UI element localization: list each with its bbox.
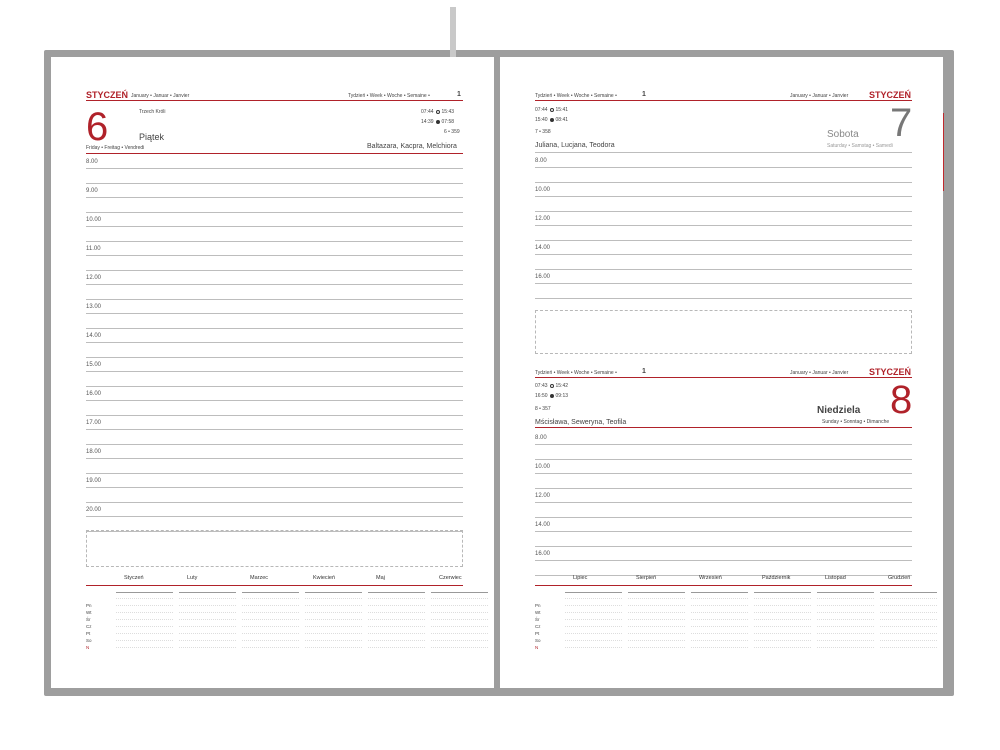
day-rule — [535, 152, 912, 153]
writing-line[interactable] — [86, 197, 463, 198]
hour-label: 15.00 — [86, 362, 102, 368]
hour-label: 10.00 — [86, 217, 102, 223]
month-rule — [116, 592, 173, 593]
date-row — [880, 623, 937, 627]
weekday-abbr: Cz — [535, 624, 541, 629]
writing-line[interactable] — [86, 458, 463, 459]
week-label: Tydzień • Week • Woche • Semaine • — [535, 370, 617, 376]
hour-label: 14.00 — [86, 333, 102, 339]
hour-label: 13.00 — [86, 304, 102, 310]
month-label: Sierpień — [636, 575, 657, 581]
writing-line[interactable] — [86, 516, 463, 517]
date-row — [242, 637, 299, 641]
weekday-abbr: Pn — [86, 603, 92, 608]
date-row — [754, 595, 811, 599]
week-number: 1 — [642, 91, 646, 98]
date-row — [565, 630, 622, 634]
date-row — [754, 602, 811, 606]
month-alt: January • Januar • Janvier — [131, 93, 190, 99]
dotted-notes-area — [86, 530, 463, 567]
date-row — [242, 644, 299, 648]
month-rule — [817, 592, 874, 593]
day-number: 6 — [86, 105, 109, 149]
date-row — [691, 630, 748, 634]
weekday-alt: Friday • Freitag • Vendredi — [86, 145, 145, 151]
date-row — [431, 637, 488, 641]
writing-line[interactable] — [535, 182, 912, 183]
hour-label: 16.00 — [86, 391, 102, 397]
date-row — [179, 595, 236, 599]
date-row — [565, 616, 622, 620]
date-row — [116, 637, 173, 641]
date-row — [116, 630, 173, 634]
date-row — [431, 630, 488, 634]
date-row — [368, 595, 425, 599]
date-row — [691, 637, 748, 641]
date-row — [628, 637, 685, 641]
date-row — [242, 602, 299, 606]
moonrise: 15:40 — [535, 117, 548, 123]
date-row — [368, 616, 425, 620]
date-row — [817, 602, 874, 606]
date-row — [431, 602, 488, 606]
writing-line[interactable] — [535, 240, 912, 241]
date-row — [565, 609, 622, 613]
header-rule — [86, 100, 463, 101]
writing-line[interactable] — [86, 313, 463, 314]
month-label: Maj — [376, 575, 385, 581]
weekday-abbr: So — [535, 638, 541, 643]
date-row — [179, 602, 236, 606]
hour-label: 10.00 — [535, 464, 551, 470]
writing-line[interactable] — [535, 254, 912, 255]
month-alt: January • Januar • Janvier — [790, 93, 849, 99]
hour-label: 12.00 — [535, 493, 551, 499]
moonset: 09:13 — [555, 393, 569, 399]
date-row — [305, 623, 362, 627]
day-number: 8 — [890, 378, 913, 422]
weekday-abbr: Pn — [535, 603, 541, 608]
day-rule — [86, 153, 463, 154]
date-row — [368, 630, 425, 634]
hour-label: 17.00 — [86, 420, 102, 426]
weekday-abbr: Pt — [86, 631, 91, 636]
sunset: 15:42 — [555, 383, 569, 389]
date-row — [116, 609, 173, 613]
weekday-abbr: Cz — [86, 624, 92, 629]
date-row — [817, 623, 874, 627]
date-row — [691, 609, 748, 613]
month-rule — [431, 592, 488, 593]
writing-line[interactable] — [86, 284, 463, 285]
date-row — [565, 623, 622, 627]
hour-label: 9.00 — [86, 188, 98, 194]
date-row — [179, 623, 236, 627]
calendar-rule — [86, 585, 463, 586]
month-rule — [179, 592, 236, 593]
namedays: Baltazara, Kacpra, Melchiora — [367, 143, 457, 150]
week-label: Tydzień • Week • Woche • Semaine • — [535, 93, 617, 99]
month-label: Marzec — [250, 575, 269, 581]
date-row — [628, 616, 685, 620]
date-row — [817, 630, 874, 634]
sunrise: 07:44 — [421, 109, 434, 115]
writing-line[interactable] — [535, 488, 912, 489]
writing-line[interactable] — [535, 211, 912, 212]
date-row — [305, 630, 362, 634]
date-row — [179, 630, 236, 634]
date-row — [817, 609, 874, 613]
date-row — [368, 637, 425, 641]
writing-line[interactable] — [535, 269, 912, 270]
week-number: 1 — [642, 368, 646, 375]
writing-line[interactable] — [86, 357, 463, 358]
writing-line[interactable] — [535, 283, 912, 284]
writing-line[interactable] — [86, 328, 463, 329]
hour-label: 14.00 — [535, 245, 551, 251]
writing-line[interactable] — [86, 386, 463, 387]
date-row — [880, 637, 937, 641]
month-rule — [754, 592, 811, 593]
date-row — [305, 644, 362, 648]
month-rule — [565, 592, 622, 593]
date-row — [880, 609, 937, 613]
date-row — [116, 602, 173, 606]
writing-line[interactable] — [535, 196, 912, 197]
month-title: STYCZEŃ — [869, 367, 912, 377]
hour-label: 14.00 — [535, 522, 551, 528]
days-count: 8 • 357 — [535, 406, 551, 412]
writing-line[interactable] — [535, 502, 912, 503]
hour-label: 12.00 — [535, 216, 551, 222]
date-row — [431, 609, 488, 613]
date-row — [431, 595, 488, 599]
month-rule — [880, 592, 937, 593]
hour-label: 16.00 — [535, 551, 551, 557]
month-label: Październik — [762, 575, 791, 581]
sun-icon — [550, 384, 554, 388]
writing-line[interactable] — [535, 575, 912, 576]
writing-line[interactable] — [86, 400, 463, 401]
date-row — [628, 609, 685, 613]
date-row — [691, 644, 748, 648]
month-rule — [242, 592, 299, 593]
sun-icon — [436, 110, 440, 114]
namedays: Juliana, Lucjana, Teodora — [535, 142, 615, 149]
date-row — [754, 616, 811, 620]
hour-label: 19.00 — [86, 478, 102, 484]
writing-line[interactable] — [535, 517, 912, 518]
date-row — [116, 616, 173, 620]
hour-label: 11.00 — [86, 246, 101, 252]
month-title: STYCZEŃ — [86, 90, 129, 100]
date-row — [116, 623, 173, 627]
weekday-alt: Saturday • Samstag • Samedi — [827, 143, 893, 149]
weekday-abbr: N — [86, 645, 90, 650]
date-row — [754, 623, 811, 627]
week-number: 1 — [457, 91, 461, 98]
month-label: Luty — [187, 575, 198, 581]
weekday-abbr: N — [535, 645, 539, 650]
date-row — [116, 644, 173, 648]
moonrise: 14:39 — [421, 119, 434, 125]
days-count: 6 • 359 — [444, 129, 460, 135]
hour-label: 10.00 — [535, 187, 551, 193]
date-row — [691, 623, 748, 627]
writing-line[interactable] — [86, 473, 463, 474]
writing-line[interactable] — [86, 415, 463, 416]
writing-line[interactable] — [86, 444, 463, 445]
writing-line[interactable] — [535, 531, 912, 532]
month-rule — [368, 592, 425, 593]
writing-line[interactable] — [535, 546, 912, 547]
date-row — [179, 616, 236, 620]
week-label: Tydzień • Week • Woche • Semaine • — [348, 93, 430, 99]
weekday: Piątek — [139, 132, 165, 142]
month-label: Listopad — [825, 575, 846, 581]
date-row — [242, 595, 299, 599]
date-row — [628, 630, 685, 634]
moon-icon — [436, 120, 440, 124]
hour-label: 20.00 — [86, 507, 102, 513]
date-row — [628, 644, 685, 648]
moon-icon — [550, 118, 554, 122]
date-row — [817, 644, 874, 648]
day-rule — [535, 427, 912, 428]
month-label: Czerwiec — [439, 575, 462, 581]
header-rule — [535, 377, 912, 378]
date-row — [368, 623, 425, 627]
date-row — [754, 630, 811, 634]
weekday-abbr: Wt — [535, 610, 541, 615]
writing-line[interactable] — [86, 270, 463, 271]
writing-line[interactable] — [86, 342, 463, 343]
date-row — [242, 616, 299, 620]
date-row — [242, 609, 299, 613]
date-row — [368, 602, 425, 606]
left-page — [51, 57, 494, 688]
sunset: 15:41 — [555, 107, 569, 113]
date-row — [565, 644, 622, 648]
date-row — [691, 616, 748, 620]
month-title: STYCZEŃ — [869, 90, 912, 100]
days-count: 7 • 358 — [535, 129, 551, 135]
date-row — [880, 630, 937, 634]
month-label: Kwiecień — [313, 575, 336, 581]
date-row — [305, 609, 362, 613]
moon-icon — [550, 394, 554, 398]
writing-line[interactable] — [535, 459, 912, 460]
writing-line[interactable] — [86, 226, 463, 227]
date-row — [880, 644, 937, 648]
date-row — [565, 637, 622, 641]
date-row — [628, 623, 685, 627]
writing-line[interactable] — [86, 212, 463, 213]
date-row — [242, 623, 299, 627]
date-row — [565, 602, 622, 606]
header-rule — [535, 100, 912, 101]
date-row — [179, 644, 236, 648]
writing-line[interactable] — [86, 241, 463, 242]
hour-label: 8.00 — [535, 158, 547, 164]
date-row — [817, 637, 874, 641]
writing-line[interactable] — [86, 168, 463, 169]
weekday: Niedziela — [817, 405, 861, 416]
sunset: 15:43 — [441, 109, 455, 115]
date-row — [628, 602, 685, 606]
dotted-notes-area — [535, 310, 912, 354]
date-row — [880, 595, 937, 599]
weekday: Sobota — [827, 129, 859, 140]
month-label: Styczeń — [124, 575, 144, 581]
day-number: 7 — [890, 101, 913, 145]
date-row — [691, 595, 748, 599]
date-row — [431, 616, 488, 620]
date-row — [305, 602, 362, 606]
date-row — [431, 623, 488, 627]
sun-icon — [550, 108, 554, 112]
date-row — [305, 595, 362, 599]
month-label: Wrzesień — [699, 575, 722, 581]
writing-line[interactable] — [86, 255, 463, 256]
sunrise: 07:43 — [535, 383, 548, 389]
writing-line[interactable] — [86, 299, 463, 300]
weekday-abbr: So — [86, 638, 92, 643]
month-rule — [628, 592, 685, 593]
writing-line[interactable] — [86, 183, 463, 184]
date-row — [368, 644, 425, 648]
writing-line[interactable] — [535, 473, 912, 474]
month-alt: January • Januar • Janvier — [790, 370, 849, 376]
moonset: 07:58 — [441, 119, 455, 125]
date-row — [880, 602, 937, 606]
calendar-rule — [535, 585, 912, 586]
weekday-abbr: Wt — [86, 610, 92, 615]
right-page — [500, 57, 943, 688]
date-row — [880, 616, 937, 620]
date-row — [565, 595, 622, 599]
month-rule — [691, 592, 748, 593]
date-row — [242, 630, 299, 634]
weekday-abbr: Śr — [86, 617, 91, 622]
weekday-abbr: Pt — [535, 631, 540, 636]
hour-label: 18.00 — [86, 449, 102, 455]
date-row — [116, 595, 173, 599]
writing-line[interactable] — [535, 444, 912, 445]
writing-line[interactable] — [86, 502, 463, 503]
date-row — [817, 616, 874, 620]
month-rule — [305, 592, 362, 593]
date-row — [754, 637, 811, 641]
weekday-abbr: Śr — [535, 617, 540, 622]
holiday: Trzech Króli — [139, 109, 166, 115]
writing-line[interactable] — [535, 560, 912, 561]
hour-label: 8.00 — [86, 159, 98, 165]
date-row — [817, 595, 874, 599]
date-row — [754, 644, 811, 648]
hour-label: 12.00 — [86, 275, 102, 281]
date-row — [628, 595, 685, 599]
namedays: Mścisława, Seweryna, Teofila — [535, 419, 627, 426]
month-label: Grudzień — [888, 575, 911, 581]
date-row — [431, 644, 488, 648]
hour-label: 16.00 — [535, 274, 551, 280]
writing-line[interactable] — [535, 167, 912, 168]
date-row — [368, 609, 425, 613]
date-row — [305, 616, 362, 620]
date-row — [179, 609, 236, 613]
writing-line[interactable] — [86, 429, 463, 430]
writing-line[interactable] — [86, 371, 463, 372]
date-row — [691, 602, 748, 606]
date-row — [754, 609, 811, 613]
sunrise: 07:44 — [535, 107, 548, 113]
month-label: Lipiec — [573, 575, 588, 581]
moonrise: 16:50 — [535, 393, 548, 399]
writing-line[interactable] — [535, 298, 912, 299]
hour-label: 8.00 — [535, 435, 547, 441]
writing-line[interactable] — [535, 225, 912, 226]
weekday-alt: Sunday • Sonntag • Dimanche — [822, 419, 890, 425]
date-row — [305, 637, 362, 641]
date-row — [179, 637, 236, 641]
moonset: 08:41 — [555, 117, 569, 123]
writing-line[interactable] — [86, 487, 463, 488]
